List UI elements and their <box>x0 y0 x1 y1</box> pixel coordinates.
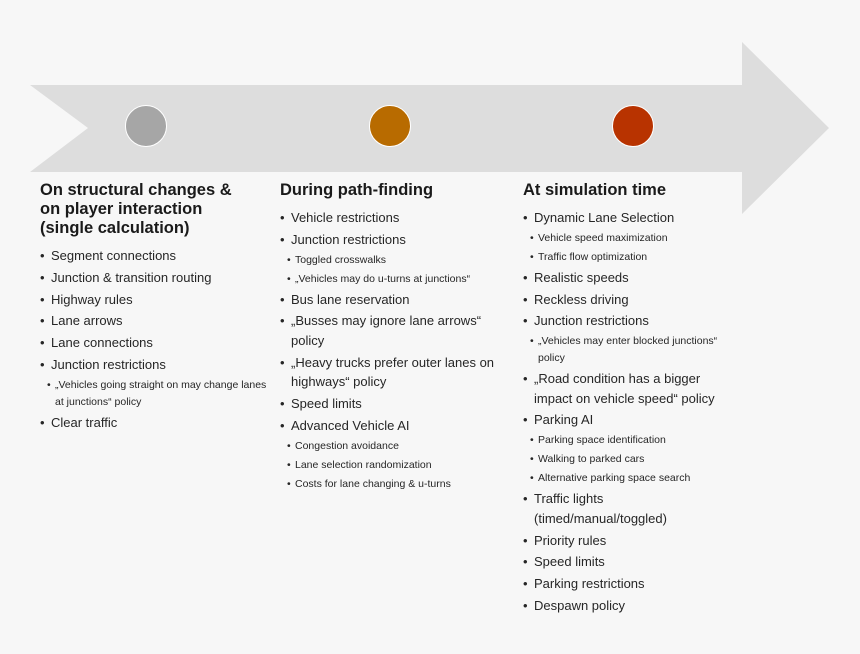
list-item: • Junction restrictions <box>280 230 505 250</box>
sub-list-item: • Traffic flow optimization <box>523 249 733 266</box>
list-item: • Highway rules <box>40 290 268 310</box>
sub-list-item: • Lane selection randomization <box>280 457 505 474</box>
stage-heading: On structural changes & on player interaction (single calculation) <box>40 181 232 237</box>
list-item: • Parking AI <box>523 410 733 430</box>
list-item: • „Heavy trucks prefer outer lanes on highways“ policy <box>280 353 505 392</box>
sub-list-item: • „Vehicles may enter blocked junctions“ policy <box>523 333 733 367</box>
stage-column-1 <box>40 181 268 435</box>
list-item: • Dynamic Lane Selection <box>523 208 733 228</box>
stage-heading: At simulation time <box>523 181 667 199</box>
list-item: • Lane arrows <box>40 311 268 331</box>
list-item: • Despawn policy <box>523 596 733 616</box>
list-item: • Segment connections <box>40 246 268 266</box>
list-item: • Reckless driving <box>523 290 733 310</box>
stage-list <box>523 208 733 615</box>
sub-list-item: • „Vehicles may do u-turns at junctions“ <box>280 271 505 288</box>
sub-list-item: • Costs for lane changing & u-turns <box>280 476 505 493</box>
stage-dot-3 <box>612 105 654 147</box>
list-item: • Speed limits <box>280 394 505 414</box>
list-item: • Advanced Vehicle AI <box>280 416 505 436</box>
list-item: • Bus lane reservation <box>280 290 505 310</box>
list-item: • Lane connections <box>40 333 268 353</box>
list-item: • Junction & transition routing <box>40 268 268 288</box>
sub-list-item: • Congestion avoidance <box>280 438 505 455</box>
list-item: • Junction restrictions <box>523 311 733 331</box>
list-item: • Clear traffic <box>40 413 268 433</box>
list-item: • „Road condition has a bigger impact on vehicle speed“ policy <box>523 369 733 408</box>
list-item: • Junction restrictions <box>40 355 268 375</box>
sub-list-item: • Walking to parked cars <box>523 451 733 468</box>
sub-list-item: • Alternative parking space search <box>523 470 733 487</box>
list-item: • Speed limits <box>523 552 733 572</box>
stage-dot-1 <box>125 105 167 147</box>
stage-list <box>280 208 505 493</box>
sub-list-item: • „Vehicles going straight on may change lanes at junctions“ policy <box>40 377 268 411</box>
sub-list-item: • Toggled crosswalks <box>280 252 505 269</box>
list-item: • „Busses may ignore lane arrows“ policy <box>280 311 505 350</box>
stage-dot-2 <box>369 105 411 147</box>
list-item: • Traffic lights (timed/manual/toggled) <box>523 489 733 528</box>
sub-list-item: • Vehicle speed maximization <box>523 230 733 247</box>
list-item: • Priority rules <box>523 531 733 551</box>
stage-heading: During path-finding <box>280 181 434 199</box>
stage-list <box>40 246 268 432</box>
stage-column-3 <box>523 181 733 618</box>
sub-list-item: • Parking space identification <box>523 432 733 449</box>
list-item: • Parking restrictions <box>523 574 733 594</box>
list-item: • Vehicle restrictions <box>280 208 505 228</box>
stage-column-2 <box>280 181 505 495</box>
list-item: • Realistic speeds <box>523 268 733 288</box>
